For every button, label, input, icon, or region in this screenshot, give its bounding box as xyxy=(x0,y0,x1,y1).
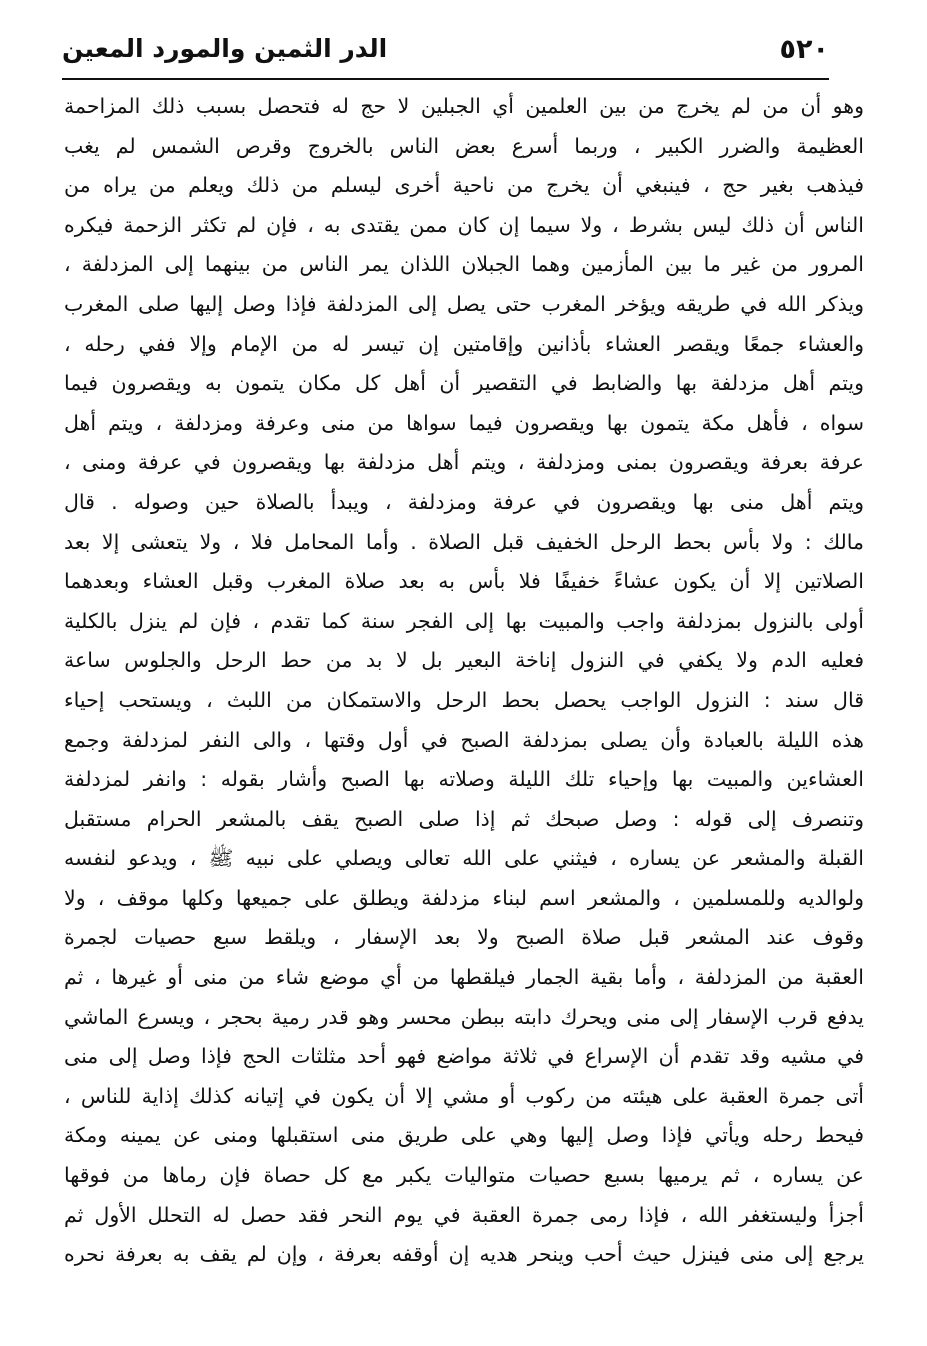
text-line: والعشاء جمعًا ويقصر العشاء بأذانين وإقامتين إن تيسر له من الإمام وإلا ففي رحله ، xyxy=(64,331,864,356)
main-text xyxy=(64,87,864,1275)
text-line: هذه الليلة بالعبادة وأن يصلى بمزدلفة الصبح في أول وقتها ، والى النفر لمزدلفة وجمع xyxy=(64,727,864,752)
text-line: العشاءين والمبيت بها وإحياء تلك الليلة وصلاته بها الصبح وأشار بقوله : وانفر لمزدلفة xyxy=(64,767,864,792)
text-line: مالك : ولا بأس بحط الرحل الخفيف قبل الصلاة . وأما المحامل فلا ، ولا يتعشى إلا بعد xyxy=(64,529,864,554)
text-line: أولى بالنزول بمزدلفة واجب والمبيت بها إلى الفجر سنة كما تقدم ، فإن لم ينزل بالكلية xyxy=(64,608,864,633)
page-number: ٥٢٠ xyxy=(779,34,829,65)
text-line: أجزأ وليستغفر الله ، فإذا رمى جمرة العقبة في يوم النحر فقد حصل له التحلل الأول ثم xyxy=(64,1202,864,1227)
text-line: يرجع إلى منى فينزل حيث أحب وينحر هديه إن أوقفه بعرفة ، وإن لم يقف به بعرفة نحره xyxy=(64,1242,864,1267)
text-line: سواه ، فأهل مكة يتمون بها ويقصرون فيما سواها من منى وعرفة ومزدلفة ، ويتم أهل xyxy=(64,410,864,435)
text-line: فيحط رحله ويأتي فإذا وصل إليها وهي على طريق منى استقبلها ومنى عن يمينه ومكة xyxy=(64,1123,864,1148)
text-line: وقوف عند المشعر قبل صلاة الصبح ولا بعد الإسفار ، ويلقط سبع حصيات لجمرة xyxy=(64,925,864,950)
text-line: الصلاتين إلا أن يكون عشاءً خفيفًا فلا بأس به بعد صلاة المغرب وقبل العشاء وبعدهما xyxy=(64,569,864,594)
text-line: الناس أن ذلك ليس بشرط ، ولا سيما إن كان ممن يقتدى به ، فإن لم تكثر الزحمة فيكره xyxy=(64,212,864,237)
running-title: الدر الثمين والمورد المعين xyxy=(62,34,388,63)
text-line: قال سند : النزول الواجب يحصل بحط الرحل والاستمكان من اللبث ، ويستحب إحياء xyxy=(64,687,864,712)
text-line: العقبة من المزدلفة ، وأما بقية الجمار فيلقطها من أي موضع شاء من منى أو غيرها ، ثم xyxy=(64,965,864,990)
text-line: ويذكر الله في طريقه ويؤخر المغرب حتى يصل إلى المزدلفة فإذا وصل إليها صلى المغرب xyxy=(64,291,864,316)
text-line: فيذهب بغير حج ، فينبغي أن يخرج من ناحية أخرى ليسلم من ذلك ويعلم من يراه من xyxy=(64,173,864,198)
text-line: وتنصرف إلى قوله : وصل صبحك ثم إذا صلى الصبح يقف بالمشعر الحرام مستقبل xyxy=(64,806,864,831)
text-line: يدفع قرب الإسفار إلى منى ويحرك دابته ببطن محسر وهو قدر رمية بحجر ، ويسرع الماشي xyxy=(64,1004,864,1029)
text-line: ويتم أهل منى بها ويقصرون في عرفة ومزدلفة ، ويبدأ بالصلاة حين وصوله . قال xyxy=(64,489,864,514)
header-divider xyxy=(62,78,829,80)
text-line: وهو أن من لم يخرج من بين العلمين أي الجبلين لا حج له فتحصل بسبب ذلك المزاحمة xyxy=(64,94,864,118)
text-line: أتى جمرة العقبة على هيئته من ركوب أو مشي إلا أن يكون في إتيانه كذلك إذاية للناس ، xyxy=(64,1083,864,1108)
text-line: ويتم أهل مزدلفة بها والضابط في التقصير أن أهل كل مكان يتمون به ويقصرون فيما xyxy=(64,371,864,396)
text-line: عرفة بعرفة ويقصرون بمنى ومزدلفة ، ويتم أهل مزدلفة بها ويقصرون في عرفة ومنى ، xyxy=(64,450,864,475)
text-line: عن يساره ، ثم يرميها بسبع حصيات متواليات يكبر مع كل حصاة فإن رماها من فوقها xyxy=(64,1163,864,1188)
text-line: العظيمة والضرر الكبير ، وربما أسرع بعض الناس بالخروج وقرص الشمس لم يغب xyxy=(64,133,864,158)
text-line: القبلة والمشعر عن يساره ، فيثني على الله تعالى ويصلي على نبيه ﷺ ، ويدعو لنفسه xyxy=(64,846,864,871)
text-line: فعليه الدم ولا يكفي في النزول إناخة البعير بل لا بد من حط الرحل والجلوس ساعة xyxy=(64,648,864,673)
text-line: المرور من غير ما بين المأزمين وهما الجبلان اللذان يمر الناس من بينهما إلى المزدلفة ، xyxy=(64,252,864,277)
page-header xyxy=(62,30,829,74)
text-line: ولوالديه وللمسلمين ، والمشعر اسم لبناء مزدلفة ويطلق على جميعها وكلها موقف ، ولا xyxy=(64,885,864,910)
text-line: في مشيه وقد تقدم أن الإسراع في ثلاثة مواضع فهو أحد مثلثات الحج فإذا وصل إلى منى xyxy=(64,1044,864,1069)
